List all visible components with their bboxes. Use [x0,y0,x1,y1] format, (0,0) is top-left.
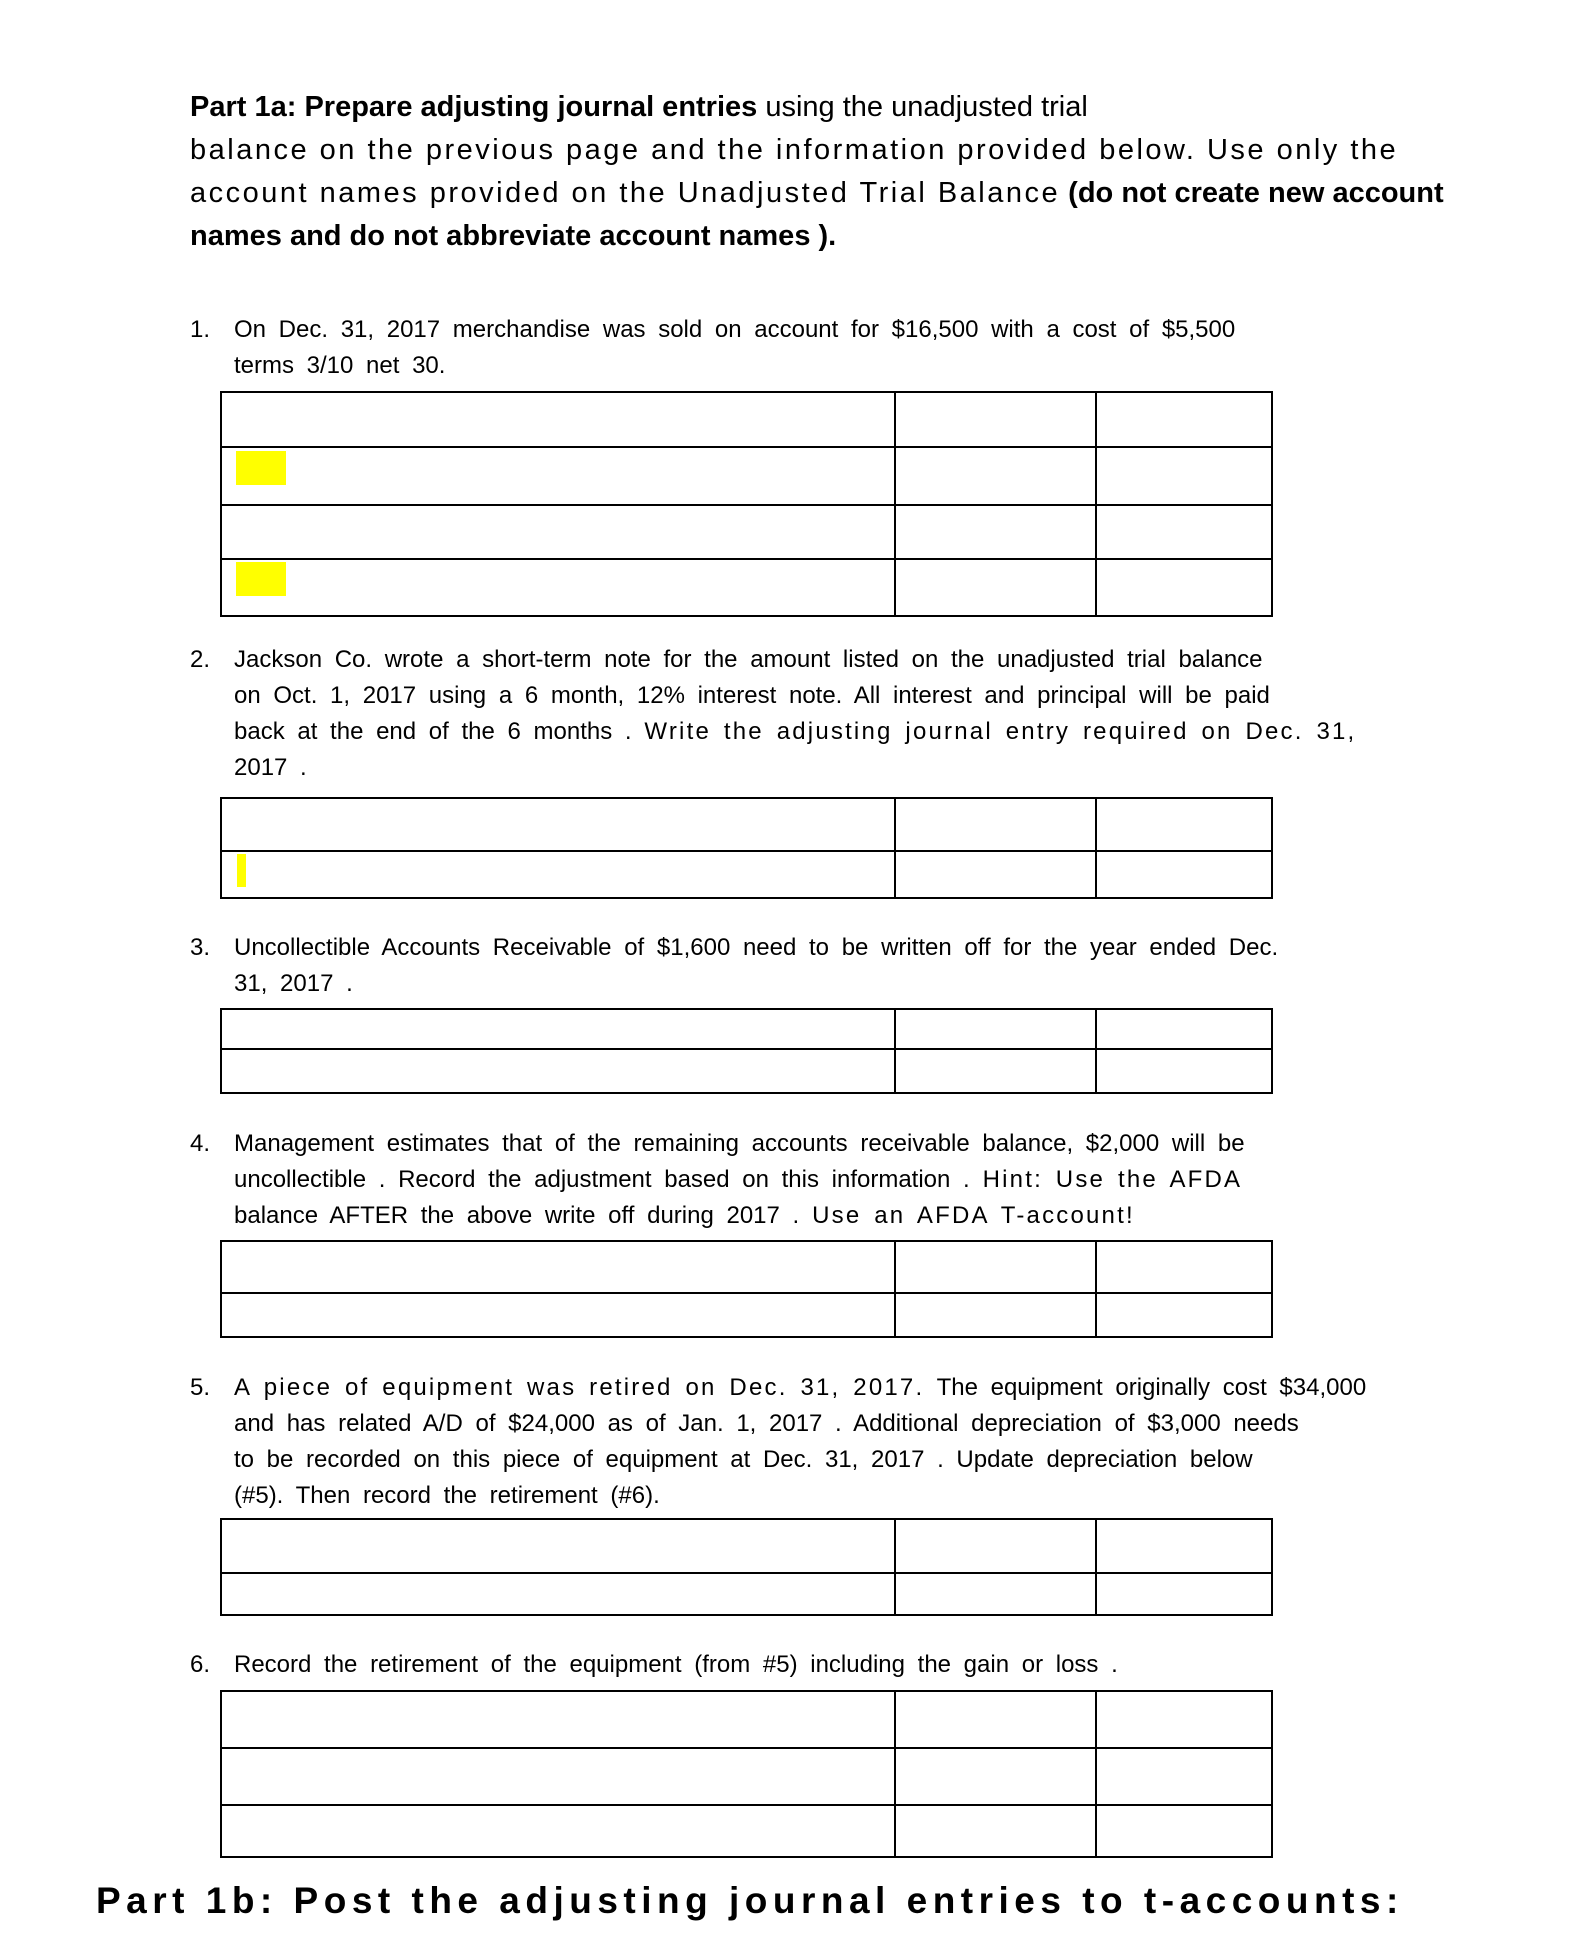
journal-row [222,558,1271,615]
debit-cell[interactable] [896,1806,1097,1856]
question-number: 5. [190,1374,211,1401]
credit-cell[interactable] [1097,1749,1271,1804]
question-3 [190,930,1510,1002]
question-text: terms 3/10 net 30. [234,352,446,379]
journal-row [222,1520,1271,1572]
journal-entry-table-6 [220,1690,1273,1858]
account-cell[interactable] [222,560,896,615]
journal-row [222,1747,1271,1804]
question-text: Jackson Co. wrote a short-term note for the amount listed on the unadjusted trial balance [234,646,1263,673]
debit-cell[interactable] [896,393,1097,446]
account-cell[interactable] [222,799,896,850]
yellow-highlight [237,854,246,887]
question-number: 1. [190,316,211,343]
question-4 [190,1126,1510,1234]
journal-row [222,446,1271,504]
question-text: Uncollectible Accounts Receivable of $1,600 need to be written off for the year ended Dec. [234,934,1279,961]
intro-text-1: using the unadjusted trial [757,91,1088,123]
question-2 [190,642,1510,786]
journal-row [222,504,1271,558]
account-cell[interactable] [222,506,896,558]
account-cell[interactable] [222,1806,896,1856]
debit-cell[interactable] [896,560,1097,615]
credit-cell[interactable] [1097,560,1271,615]
journal-row [222,1048,1271,1094]
intro-text-2: balance on the previous page and the information provided below. Use only the [190,134,1399,166]
account-cell[interactable] [222,1294,896,1338]
credit-cell[interactable] [1097,1692,1271,1747]
debit-cell[interactable] [896,1520,1097,1572]
question-number: 4. [190,1130,211,1157]
question-text: 31, 2017 . [234,970,353,997]
intro-text-3: account names provided on the Unadjusted Trial Balance [190,177,1061,209]
question-number: 2. [190,646,211,673]
journal-entry-table-5 [220,1518,1273,1616]
journal-entry-table-1 [220,391,1273,617]
debit-cell[interactable] [896,1574,1097,1616]
debit-cell[interactable] [896,506,1097,558]
journal-entry-table-2 [220,797,1273,899]
journal-row [222,1292,1271,1338]
question-text: Record the retirement of the equipment (from #5) including the gain or loss . [234,1651,1118,1678]
credit-cell[interactable] [1097,1294,1271,1338]
account-cell[interactable] [222,1010,896,1048]
question-number: 3. [190,934,211,961]
question-1 [190,312,1510,384]
credit-cell[interactable] [1097,1242,1271,1292]
debit-cell[interactable] [896,1010,1097,1048]
credit-cell[interactable] [1097,393,1271,446]
credit-cell[interactable] [1097,1010,1271,1048]
question-text: A piece of equipment was retired on Dec. 31, 2017. [234,1374,925,1401]
journal-row [222,1010,1271,1048]
account-cell[interactable] [222,1520,896,1572]
bold-note: (do not create new account names and do not abbreviate account names ). [190,177,1444,252]
account-cell[interactable] [222,1050,896,1094]
yellow-highlight [236,562,286,596]
credit-cell[interactable] [1097,1806,1271,1856]
credit-cell[interactable] [1097,448,1271,504]
journal-row [222,1692,1271,1747]
account-cell[interactable] [222,1574,896,1616]
question-text: uncollectible . Record the adjustment based on this information . [234,1166,970,1193]
journal-row [222,850,1271,899]
debit-cell[interactable] [896,799,1097,850]
question-text: back at the end of the 6 months . [234,718,632,745]
credit-cell[interactable] [1097,852,1271,899]
question-text: The equipment originally cost $34,000 [924,1374,1367,1401]
credit-cell[interactable] [1097,506,1271,558]
question-text: (#5). Then record the retirement (#6). [234,1482,660,1509]
question-text: Write the adjusting journal entry required on Dec. 31, [631,718,1357,745]
journal-entry-table-4 [220,1240,1273,1338]
journal-row [222,799,1271,850]
credit-cell[interactable] [1097,1574,1271,1616]
part-1a-heading: Part 1a: Prepare adjusting journal entries [190,91,758,123]
question-text: On Dec. 31, 2017 merchandise was sold on account for $16,500 with a cost of $5,500 [234,316,1236,343]
account-cell[interactable] [222,852,896,899]
debit-cell[interactable] [896,1749,1097,1804]
journal-row [222,1242,1271,1292]
question-text: Management estimates that of the remaining accounts receivable balance, $2,000 will be [234,1130,1245,1157]
account-cell[interactable] [222,393,896,446]
question-text: to be recorded on this piece of equipment at Dec. 31, 2017 . Update depreciation below [234,1446,1253,1473]
journal-row [222,1572,1271,1616]
debit-cell[interactable] [896,1294,1097,1338]
account-cell[interactable] [222,1692,896,1747]
credit-cell[interactable] [1097,1520,1271,1572]
debit-cell[interactable] [896,448,1097,504]
yellow-highlight [236,451,286,485]
credit-cell[interactable] [1097,1050,1271,1094]
debit-cell[interactable] [896,1242,1097,1292]
debit-cell[interactable] [896,1050,1097,1094]
debit-cell[interactable] [896,1692,1097,1747]
journal-row [222,1804,1271,1856]
question-text: on Oct. 1, 2017 using a 6 month, 12% interest note. All interest and principal will be paid [234,682,1270,709]
account-cell[interactable] [222,448,896,504]
hint-text: Use an AFDA T-account! [799,1202,1135,1229]
question-text: 2017 . [234,754,307,781]
account-cell[interactable] [222,1749,896,1804]
journal-entry-table-3 [220,1008,1273,1094]
credit-cell[interactable] [1097,799,1271,850]
question-text: and has related A/D of $24,000 as of Jan. 1, 2017 . Additional depreciation of $3,000 needs [234,1410,1299,1437]
question-number: 6. [190,1651,211,1678]
instructions-paragraph [190,86,1490,252]
question-text: balance AFTER the above write off during 2017 . [234,1202,800,1229]
hint-text: Hint: Use the AFDA [969,1166,1243,1193]
account-cell[interactable] [222,1242,896,1292]
part-1b-heading: Part 1b: Post the adjusting journal entries to t-accounts: [96,1880,1404,1921]
question-6 [190,1647,1510,1683]
question-5 [190,1370,1510,1514]
journal-row [222,393,1271,446]
debit-cell[interactable] [896,852,1097,899]
